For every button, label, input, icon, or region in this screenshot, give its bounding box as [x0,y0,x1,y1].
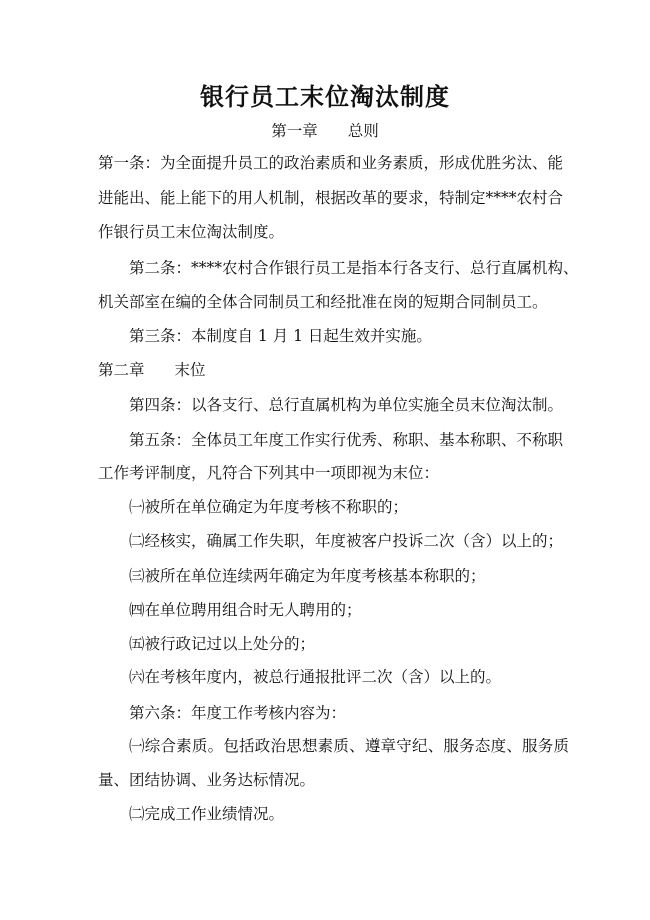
chapter-number: 第一章 [271,122,318,140]
article-4: 第四条：以各支行、总行直属机构为单位实施全员末位淘汰制。 [129,396,564,414]
article-6-item-2: ㈡完成工作业绩情况。 [129,805,285,823]
list-item-3: ㈢被所在单位连续两年确定为年度考核基本称职的； [129,567,486,585]
list-item-6: ㈥在考核年度内，被总行通报批评二次（含）以上的。 [129,668,502,686]
article-3: 第三条：本制度自 1 月 1 日起生效并实施。 [129,327,432,345]
document-title: 银行员工末位淘汰制度 [200,82,450,111]
article-6-item-1-line-1: ㈠综合素质。包括政治思想素质、遵章守纪、服务态度、服务质 [129,737,569,755]
chapter-heading-1 [0,121,650,141]
article-5-line-1: 第五条：全体员工年度工作实行优秀、称职、基本称职、不称职 [129,431,564,449]
chapter-heading-2 [98,360,568,380]
article-2-line-2: 机关部室在编的全体合同制员工和经批准在岗的短期合同制员工。 [98,293,548,311]
article-2-line-1: 第二条：****农村合作银行员工是指本行各支行、总行直属机构、 [129,259,579,277]
list-item-5: ㈤被行政记过以上处分的； [129,635,316,653]
chapter-name: 末位 [174,361,206,379]
list-item-1: ㈠被所在单位确定为年度考核不称职的； [129,498,409,516]
chapter-number: 第二章 [98,361,145,379]
article-5-line-2: 工作考评制度，凡符合下列其中一项即视为末位： [98,464,440,482]
article-6-item-1-line-2: 量、团结协调、业务达标情况。 [98,771,316,789]
list-item-4: ㈣在单位聘用组合时无人聘用的； [129,601,362,619]
article-1-line-2: 进能出、能上能下的用人机制，根据改革的要求，特制定****农村合 [98,189,564,207]
article-6: 第六条：年度工作考核内容为： [129,704,347,722]
list-item-2: ㈡经核实，确属工作失职，年度被客户投诉二次（含）以上的； [129,532,564,550]
article-1-line-3: 作银行员工末位淘汰制度。 [98,223,285,241]
article-1-line-1: 第一条：为全面提升员工的政治素质和业务素质，形成优胜劣汰、能 [98,154,564,172]
chapter-name: 总则 [347,122,379,140]
